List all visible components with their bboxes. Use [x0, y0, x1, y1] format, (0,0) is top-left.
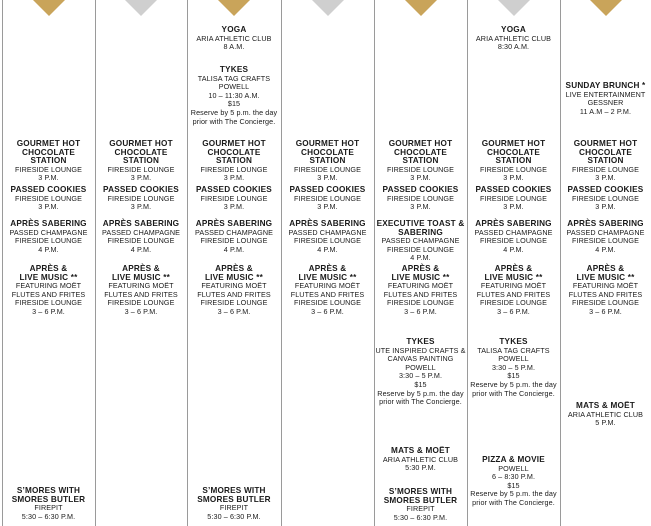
event-detail: ARIA ATHLETIC CLUB [382, 454, 459, 464]
event-detail: PASSED CHAMPAGNE [566, 227, 645, 237]
event-entry [282, 265, 373, 317]
event-title: APRÈS & LIVE MUSIC ** [391, 264, 450, 282]
event-detail: FIRESIDE LOUNGE [200, 236, 268, 246]
event-detail: 3 – 6 P.M. [311, 306, 344, 316]
event-detail: FLUTES AND FRITES [11, 289, 86, 299]
event-title: APRÈS SABERING [289, 219, 366, 228]
event-title: GOURMET HOT CHOCOLATE STATION [202, 139, 266, 166]
day-header-marker [498, 0, 530, 16]
event-entry [188, 220, 280, 254]
event-title: APRÈS & LIVE MUSIC ** [19, 264, 78, 282]
event-detail: PASSED CHAMPAGNE [474, 227, 553, 237]
event-detail: FIRESIDE LOUNGE [294, 164, 361, 174]
event-detail: FIRESIDE LOUNGE [387, 244, 454, 254]
event-detail: FIRESIDE LOUNGE [107, 298, 175, 308]
event-detail: FEATURING MOËT [108, 281, 174, 291]
event-detail: 4 P.M. [130, 244, 152, 254]
event-detail: FIRESIDE LOUNGE [387, 193, 454, 203]
event-detail: 3 P.M. [410, 173, 431, 183]
event-detail: FEATURING MOËT [480, 281, 547, 291]
event-entry [561, 402, 650, 428]
event-detail: 5:30 – 6:30 P.M. [393, 512, 448, 522]
event-title: APRÈS SABERING [567, 219, 644, 228]
event-entry [282, 220, 373, 254]
day-header-marker [125, 0, 157, 16]
column-divider [560, 0, 561, 526]
event-title: PASSED COOKIES [103, 185, 179, 194]
event-detail: POWELL [405, 362, 436, 372]
event-detail: 3 P.M. [223, 173, 245, 183]
event-detail: 5 P.M. [595, 418, 616, 428]
event-title: S’MORES WITH SMORES BUTLER [11, 486, 86, 504]
event-detail: FIRESIDE LOUNGE [15, 236, 82, 246]
event-detail: Reserve by 5 p.m. the day [470, 489, 557, 499]
day-header-marker [33, 0, 65, 16]
event-entry [188, 265, 280, 317]
event-detail: 4 P.M. [410, 253, 431, 263]
event-title: APRÈS & LIVE MUSIC ** [111, 264, 171, 282]
event-title: APRÈS SABERING [195, 219, 273, 228]
column-divider [2, 0, 3, 526]
column-divider [467, 0, 468, 526]
event-entry [375, 265, 466, 317]
event-detail: 3 P.M. [595, 202, 616, 212]
event-detail: FIRESIDE LOUNGE [480, 193, 547, 203]
event-detail: FIRESIDE LOUNGE [572, 236, 639, 246]
event-entry [188, 66, 280, 126]
event-detail: 4 P.M. [595, 244, 616, 254]
event-entry [3, 265, 94, 317]
event-title: PASSED COOKIES [10, 185, 87, 194]
event-detail: FIREPIT [219, 503, 249, 513]
event-entry [188, 26, 280, 52]
event-entry [375, 447, 466, 473]
event-entry [375, 338, 466, 407]
event-title: TYKES [219, 65, 249, 74]
event-detail: 3 – 6 P.M. [32, 306, 65, 316]
event-detail: FIRESIDE LOUNGE [200, 193, 268, 203]
event-detail: prior with The Concierge. [472, 388, 555, 398]
event-entry [3, 186, 94, 212]
event-detail: FIRESIDE LOUNGE [294, 236, 361, 246]
event-detail: FLUTES AND FRITES [290, 289, 365, 299]
event-title: APRÈS & LIVE MUSIC ** [576, 264, 635, 282]
event-detail: PASSED CHAMPAGNE [288, 227, 367, 237]
event-title: PASSED COOKIES [196, 185, 272, 194]
event-detail: FIREPIT [34, 503, 63, 513]
event-entry [561, 82, 650, 116]
event-detail: 3 – 6 P.M. [497, 306, 530, 316]
event-detail: POWELL [218, 82, 250, 92]
event-entry [188, 140, 280, 183]
event-detail: 3 P.M. [130, 202, 152, 212]
event-title: GOURMET HOT CHOCOLATE STATION [388, 139, 453, 166]
event-entry [561, 265, 650, 317]
event-detail: 11 A.M – 2 P.M. [579, 106, 632, 116]
event-title: MATS & MOËT [391, 446, 450, 455]
event-detail: FIRESIDE LOUNGE [480, 164, 547, 174]
event-detail: $15 [507, 371, 520, 381]
column-divider [95, 0, 96, 526]
event-title: S’MORES WITH SMORES BUTLER [383, 487, 458, 505]
event-detail: FIRESIDE LOUNGE [107, 164, 175, 174]
event-detail: FIRESIDE LOUNGE [572, 164, 639, 174]
event-title: EXECUTIVE TOAST & SABERING [376, 219, 465, 237]
event-detail: 3 P.M. [38, 173, 59, 183]
event-entry [3, 140, 94, 183]
event-detail: $15 [414, 379, 427, 389]
event-detail: CANVAS PAINTING [387, 354, 454, 364]
event-title: YOGA [221, 25, 247, 34]
event-entry [282, 140, 373, 183]
event-detail: FEATURING MOËT [15, 281, 82, 291]
event-detail: prior with The Concierge. [379, 397, 462, 407]
event-title: APRÈS & LIVE MUSIC ** [484, 264, 543, 282]
event-detail: 3 P.M. [38, 202, 59, 212]
event-title: APRÈS SABERING [475, 219, 552, 228]
day-header-marker [312, 0, 344, 16]
event-entry [375, 186, 466, 212]
event-detail: 3 P.M. [410, 202, 431, 212]
event-detail: TALISA TAG CRAFTS [197, 73, 271, 83]
event-title: PIZZA & MOVIE [482, 455, 545, 464]
event-title: PASSED COOKIES [382, 185, 459, 194]
event-entry [3, 220, 94, 254]
event-title: PASSED COOKIES [475, 185, 552, 194]
event-detail: 3 P.M. [317, 202, 338, 212]
event-detail: 4 P.M. [317, 244, 338, 254]
event-title: YOGA [501, 25, 526, 34]
event-detail: 3 P.M. [503, 173, 524, 183]
event-detail: FIRESIDE LOUNGE [572, 298, 639, 308]
event-detail: $15 [507, 480, 520, 490]
event-detail: 10 – 11:30 A.M. [208, 90, 260, 100]
event-title: GOURMET HOT CHOCOLATE STATION [481, 139, 546, 166]
event-detail: 5:30 – 6:30 P.M. [207, 511, 261, 521]
event-entry [96, 186, 186, 212]
event-detail: FIRESIDE LOUNGE [15, 298, 82, 308]
event-detail: 3 P.M. [503, 202, 524, 212]
event-detail: 8 A.M. [223, 42, 245, 52]
event-detail: 3 P.M. [317, 173, 338, 183]
event-detail: UTE INSPIRED CRAFTS & [375, 345, 466, 355]
event-entry [468, 140, 559, 183]
event-detail: Reserve by 5 p.m. the day [377, 388, 464, 398]
event-entry [188, 186, 280, 212]
event-detail: FIRESIDE LOUNGE [294, 193, 361, 203]
event-title: APRÈS SABERING [102, 219, 180, 228]
event-detail: PASSED CHAMPAGNE [194, 227, 273, 237]
event-detail: prior with The Concierge. [192, 116, 276, 126]
event-detail: Reserve by 5 p.m. the day [470, 379, 557, 389]
event-detail: FEATURING MOËT [387, 281, 454, 291]
event-title: APRÈS SABERING [10, 219, 87, 228]
event-detail: prior with The Concierge. [472, 497, 555, 507]
event-detail: ARIA ATHLETIC CLUB [567, 409, 644, 419]
day-header-marker [590, 0, 622, 16]
event-detail: PASSED CHAMPAGNE [9, 227, 88, 237]
event-title: GOURMET HOT CHOCOLATE STATION [109, 139, 173, 166]
event-detail: 3 P.M. [595, 173, 616, 183]
event-entry [188, 487, 280, 521]
event-detail: TALISA TAG CRAFTS [477, 345, 550, 355]
event-detail: GESSNER [587, 98, 624, 108]
event-detail: FIRESIDE LOUNGE [480, 236, 547, 246]
event-detail: FEATURING MOËT [201, 281, 267, 291]
event-detail: FIRESIDE LOUNGE [107, 193, 175, 203]
event-detail: 5:30 – 6:30 P.M. [21, 511, 76, 521]
event-title: APRÈS & LIVE MUSIC ** [298, 264, 357, 282]
event-detail: FIRESIDE LOUNGE [15, 193, 82, 203]
event-title: GOURMET HOT CHOCOLATE STATION [573, 139, 638, 166]
event-title: SUNDAY BRUNCH * [565, 81, 646, 90]
event-entry [468, 26, 559, 52]
event-entry [468, 265, 559, 317]
event-detail: 3:30 – 5 P.M. [491, 362, 536, 372]
event-detail: 4 P.M. [38, 244, 59, 254]
event-detail: PASSED CHAMPAGNE [381, 236, 460, 246]
event-detail: PASSED CHAMPAGNE [101, 227, 180, 237]
event-title: TYKES [406, 337, 435, 346]
event-detail: 3 – 6 P.M. [589, 306, 622, 316]
event-title: APRÈS & LIVE MUSIC ** [204, 264, 264, 282]
event-detail: 6 – 8:30 P.M. [491, 472, 536, 482]
day-header-marker [218, 0, 250, 16]
event-detail: FIRESIDE LOUNGE [200, 298, 268, 308]
event-entry [468, 186, 559, 212]
event-entry [561, 186, 650, 212]
event-title: TYKES [499, 337, 528, 346]
event-entry [3, 487, 94, 521]
event-detail: FEATURING MOËT [294, 281, 361, 291]
event-entry [96, 265, 186, 317]
event-detail: FIRESIDE LOUNGE [200, 164, 268, 174]
event-detail: 3 – 6 P.M. [217, 306, 251, 316]
event-detail: 3 P.M. [223, 202, 245, 212]
event-entry [468, 338, 559, 398]
event-detail: FIRESIDE LOUNGE [15, 164, 82, 174]
event-detail: ARIA ATHLETIC CLUB [196, 33, 272, 43]
column-divider [281, 0, 282, 526]
event-detail: POWELL [498, 354, 529, 364]
event-entry [561, 140, 650, 183]
event-detail: FIRESIDE LOUNGE [572, 193, 639, 203]
event-detail: ARIA ATHLETIC CLUB [475, 33, 552, 43]
event-detail: FIRESIDE LOUNGE [480, 298, 547, 308]
event-entry [468, 220, 559, 254]
event-detail: FIRESIDE LOUNGE [387, 164, 454, 174]
event-detail: FIRESIDE LOUNGE [387, 298, 454, 308]
event-entry [375, 140, 466, 183]
event-entry [96, 220, 186, 254]
event-detail: 3:30 – 5 P.M. [398, 371, 443, 381]
event-entry [561, 220, 650, 254]
day-header-marker [405, 0, 437, 16]
event-detail: FIREPIT [406, 504, 435, 514]
event-title: GOURMET HOT CHOCOLATE STATION [16, 139, 81, 166]
event-detail: FLUTES AND FRITES [383, 289, 458, 299]
event-title: PASSED COOKIES [289, 185, 366, 194]
event-detail: 5:30 P.M. [405, 463, 436, 473]
event-detail: FLUTES AND FRITES [197, 289, 271, 299]
event-detail: 3 – 6 P.M. [404, 306, 437, 316]
event-title: MATS & MOËT [576, 401, 635, 410]
event-detail: FIRESIDE LOUNGE [107, 236, 175, 246]
event-entry [375, 220, 466, 263]
event-detail: 8:30 A.M. [497, 42, 530, 52]
event-detail: LIVE ENTERTAINMENT [565, 89, 646, 99]
event-detail: 3 P.M. [130, 173, 152, 183]
event-title: GOURMET HOT CHOCOLATE STATION [295, 139, 360, 166]
event-entry [375, 488, 466, 522]
event-detail: FLUTES AND FRITES [568, 289, 643, 299]
event-detail: $15 [227, 99, 241, 109]
event-detail: FIRESIDE LOUNGE [294, 298, 361, 308]
event-entry [96, 140, 186, 183]
event-detail: FEATURING MOËT [572, 281, 639, 291]
event-title: PASSED COOKIES [567, 185, 644, 194]
event-entry [468, 456, 559, 508]
event-detail: 3 – 6 P.M. [124, 306, 158, 316]
event-title: S’MORES WITH SMORES BUTLER [197, 486, 271, 504]
event-detail: Reserve by 5 p.m. the day [190, 107, 278, 117]
event-detail: FLUTES AND FRITES [104, 289, 178, 299]
event-detail: FLUTES AND FRITES [476, 289, 551, 299]
event-detail: POWELL [498, 463, 529, 473]
event-detail: 4 P.M. [503, 244, 524, 254]
event-detail: 4 P.M. [223, 244, 245, 254]
event-entry [282, 186, 373, 212]
